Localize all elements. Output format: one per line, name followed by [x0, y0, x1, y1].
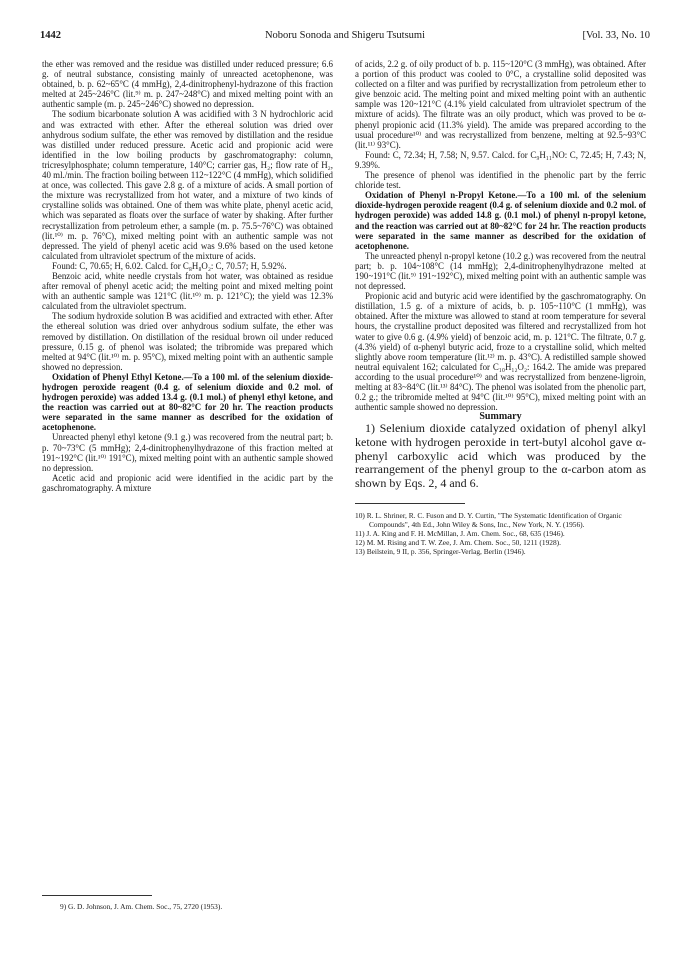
- footnote: 9) G. D. Johnson, J. Am. Chem. Soc., 75, 2720 (1953).: [60, 902, 223, 911]
- section-paragraph-phenyl-ethyl-ketone: Oxidation of Phenyl Ethyl Ketone.—To a 100 ml. of the selenium dioxide-hydrogen peroxide reagent (0.4 g. of selenium dioxide and 0.2 mol. of hydrogen peroxide) was added 13.4 g. (0.1 mol.) of phenyl ethyl ketone, and the reaction was carried out at 80~82°C for 20 hr. The reaction products were separated in the same manner as described for the oxidation of acetophenone.: [42, 371, 333, 433]
- page-number: 1442: [40, 30, 61, 41]
- analysis-result: Found: C, 72.34; H, 7.58; N, 9.57. Calcd. for C₉H₁₁NO: C, 72.45; H, 7.43; N, 9.39%.: [355, 149, 646, 170]
- summary-text: 1) Selenium dioxide catalyzed oxidation of phenyl alkyl ketone with hydrogen peroxide in tert-butyl alcohol gave α-phenyl carboxylic acid which was produced by the rearrangement of the phenyl group to the α-carbon atom as shown by Eqs. 2, 4 and 6.: [355, 421, 646, 491]
- reference-item: 13) Beilstein, 9 II, p. 356, Springer-Verlag, Berlin (1946).: [355, 546, 526, 556]
- section-paragraph-phenyl-n-propyl-ketone: Oxidation of Phenyl n-Propyl Ketone.—To a 100 ml. of the selenium dioxide-hydrogen peroxide reagent (0.4 g. of selenium dioxide and 0.2 mol. of hydrogen peroxide) was added 14.8 g. (0.1 mol.) of phenyl n-propyl ketone, and the reaction was carried out at 80~82°C for 24 hr. The reaction products were separated in the same manner as described for the oxidation of acetophenone.: [355, 190, 646, 251]
- paragraph: The presence of phenol was identified in the phenolic part by the ferric chloride test.: [355, 170, 646, 191]
- paragraph: The unreacted phenyl n-propyl ketone (10.2 g.) was recovered from the neutral part; b. p. 104~108°C (14 mmHg); 2,4-dinitrophenylhydrazone melted at 190~191°C (lit.⁹⁾ 191~192°C), mixed melting point with an authentic sample was not depressed.: [355, 250, 646, 292]
- volume-info: [Vol. 33, No. 10: [582, 30, 650, 41]
- left-column: [42, 59, 333, 493]
- paragraph: Acetic acid and propionic acid were identified in the acidic part by the gaschromatography. A mixture: [42, 472, 333, 493]
- paragraph: Benzoic acid, white needle crystals from hot water, was obtained as residue after removal of phenyl acetic acid; the melting point and mixed melting point with an authentic sample was 121°C (lit.¹⁰⁾ m. p. 121°C); the yield was 12.3% calculated from the ultraviolet spectrum.: [42, 270, 333, 312]
- reference-item: 11) J. A. King and F. H. McMillan, J. Am. Chem. Soc., 68, 635 (1946).: [355, 528, 565, 538]
- running-head-authors: Noboru Sonoda and Shigeru Tsutsumi: [264, 30, 426, 41]
- paragraph: The sodium hydroxide solution B was acidified and extracted with ether. After the ethereal solution was dried over anhydrous sodium sulfate, the ether was removed by distillation. On distillation of the residual brown oil under reduced pressure, 0.15 g. of phenol was isolated; the tribromide was prepared which melted at 94°C (lit.¹⁰⁾ m. p. 95°C), mixed melting point with an authentic sample showed no depression.: [42, 311, 333, 372]
- paragraph: Unreacted phenyl ethyl ketone (9.1 g.) was recovered from the neutral part; b. p. 70~73°C (5 mmHg); 2,4-dinitrophenylhydrazone of this fraction melted at 191~192°C (lit.¹⁰⁾ 191°C), mixed melting point with an authentic sample showed no depression.: [42, 432, 333, 473]
- footnote-rule: [42, 895, 152, 896]
- paragraph: The sodium bicarbonate solution A was acidified with 3 N hydrochloric acid and was extracted with ether. After the ethereal solution was dried over anhydrous sodium sulfate, the ether was removed by distillation and the residue was distilled under reduced pressure. Acetic acid and propionic acid were identified in the low boiling products by gaschromatography: column, tricresylphosphate; column temperature, 140°C; carrier gas, H₂; flow rate of H₂, 40 ml./min. The fraction boiling between 112~122°C (4 mmHg), which solidified at once, was collected. This gave 2.8 g. of a mixture of acids. A small portion of the mixture was recrystallized from hot water, and a mixture of two kinds of crystalline solids was obtained. One of them was white plate, phenyl acetic acid, which was separated as floats over the surface of water by shaking. After further recrystallization from petroleum ether, a sample (m. p. 75.5~76°C) was obtained (lit.¹⁰⁾ m. p. 76°C), mixed melting point with an authentic sample was not depressed. The yield of phenyl acetic acid was 9.6% based on the used ketone calculated from ultraviolet spectrum of the mixture of acids.: [42, 109, 333, 261]
- summary-heading: Summary: [479, 411, 522, 423]
- page-header: [40, 30, 650, 44]
- paragraph: the ether was removed and the residue was distilled under reduced pressure; 6.6 g. of neutral substance, consisting mainly of unreacted acetophenone, was obtained, b. p. 62~65°C (4 mmHg), 2,4-dinitrophenyl-hydrazone of this fraction melted at 245~246°C (lit.⁹⁾ m. p. 247~248°C) and mixed melting point with an authentic sample (m. p. 245~246°C) showed no depression.: [42, 59, 333, 110]
- references-rule: [355, 503, 465, 509]
- paragraph: Propionic acid and butyric acid were identified by the gaschromatography. On distillation, 1.5 g. of a mixture of acids, b. p. 105~110°C (1 mmHg), was obtained. After the mixture was allowed to stand at room temperature for several hours, the crystalline product deposited was filtered and recrystallized from hot water to give 0.6 g. (4.9% yield) of benzoic acid, m. p. 121°C. The filtrate, 0.7 g. (4.3% yield) of α-phenyl butyric acid, froze to a crystalline solid, which melted slightly above room temperature (lit.¹²⁾ m. p. 43°C). A redistilled sample showed neutral equivalent 162; calculated for C₁₀H₁₂O₂: 164.2. The amide was prepared according to the usual procedure¹⁰⁾ and was recrystallized from benzene-ligroin, melting at 83~84°C (lit.¹³⁾ 84°C). The phenol was isolated from the phenolic part, 0.2 g.; the tribromide melted at 94°C (lit.¹⁰⁾ 95°C), mixed melting point with an authentic sample showed no depression.: [355, 291, 646, 413]
- analysis-result: Found: C, 70.65; H, 6.02. Calcd. for C₈H₈O₂: C, 70.57; H, 5.92%.: [52, 260, 287, 271]
- reference-item: 12) M. M. Rising and T. W. Zee, J. Am. Chem. Soc., 50, 1211 (1928).: [355, 537, 561, 547]
- references-list: [355, 511, 646, 556]
- paragraph: of acids, 2.2 g. of oily product of b. p. 115~120°C (3 mmHg), was obtained. After a portion of this product was cooled to 0°C, a crystalline solid deposited was collected on a filter and was purified by recrystallization from petroleum ether to give benzoic acid. The melting point and mixed melting point with an authentic sample was 120~121°C (4.1% yield calculated from ultraviolet spectrum of the mixture of acids). The filtrate was an oily product, which was proved to be α-phenyl propionic acid (11.3% yield). The amide was prepared according to the usual procedure¹⁰⁾ and was recrystallized from benzene, melting at 92.5~93°C (lit.¹¹⁾ 93°C).: [355, 59, 646, 150]
- reference-item: 10) R. L. Shriner, R. C. Fuson and D. Y. Curtin, "The Systematic Identification of Organic Compounds", 4th Ed., John Wiley & Sons, Inc., New York, N. Y. (1956).: [355, 510, 622, 529]
- right-column: [355, 59, 646, 556]
